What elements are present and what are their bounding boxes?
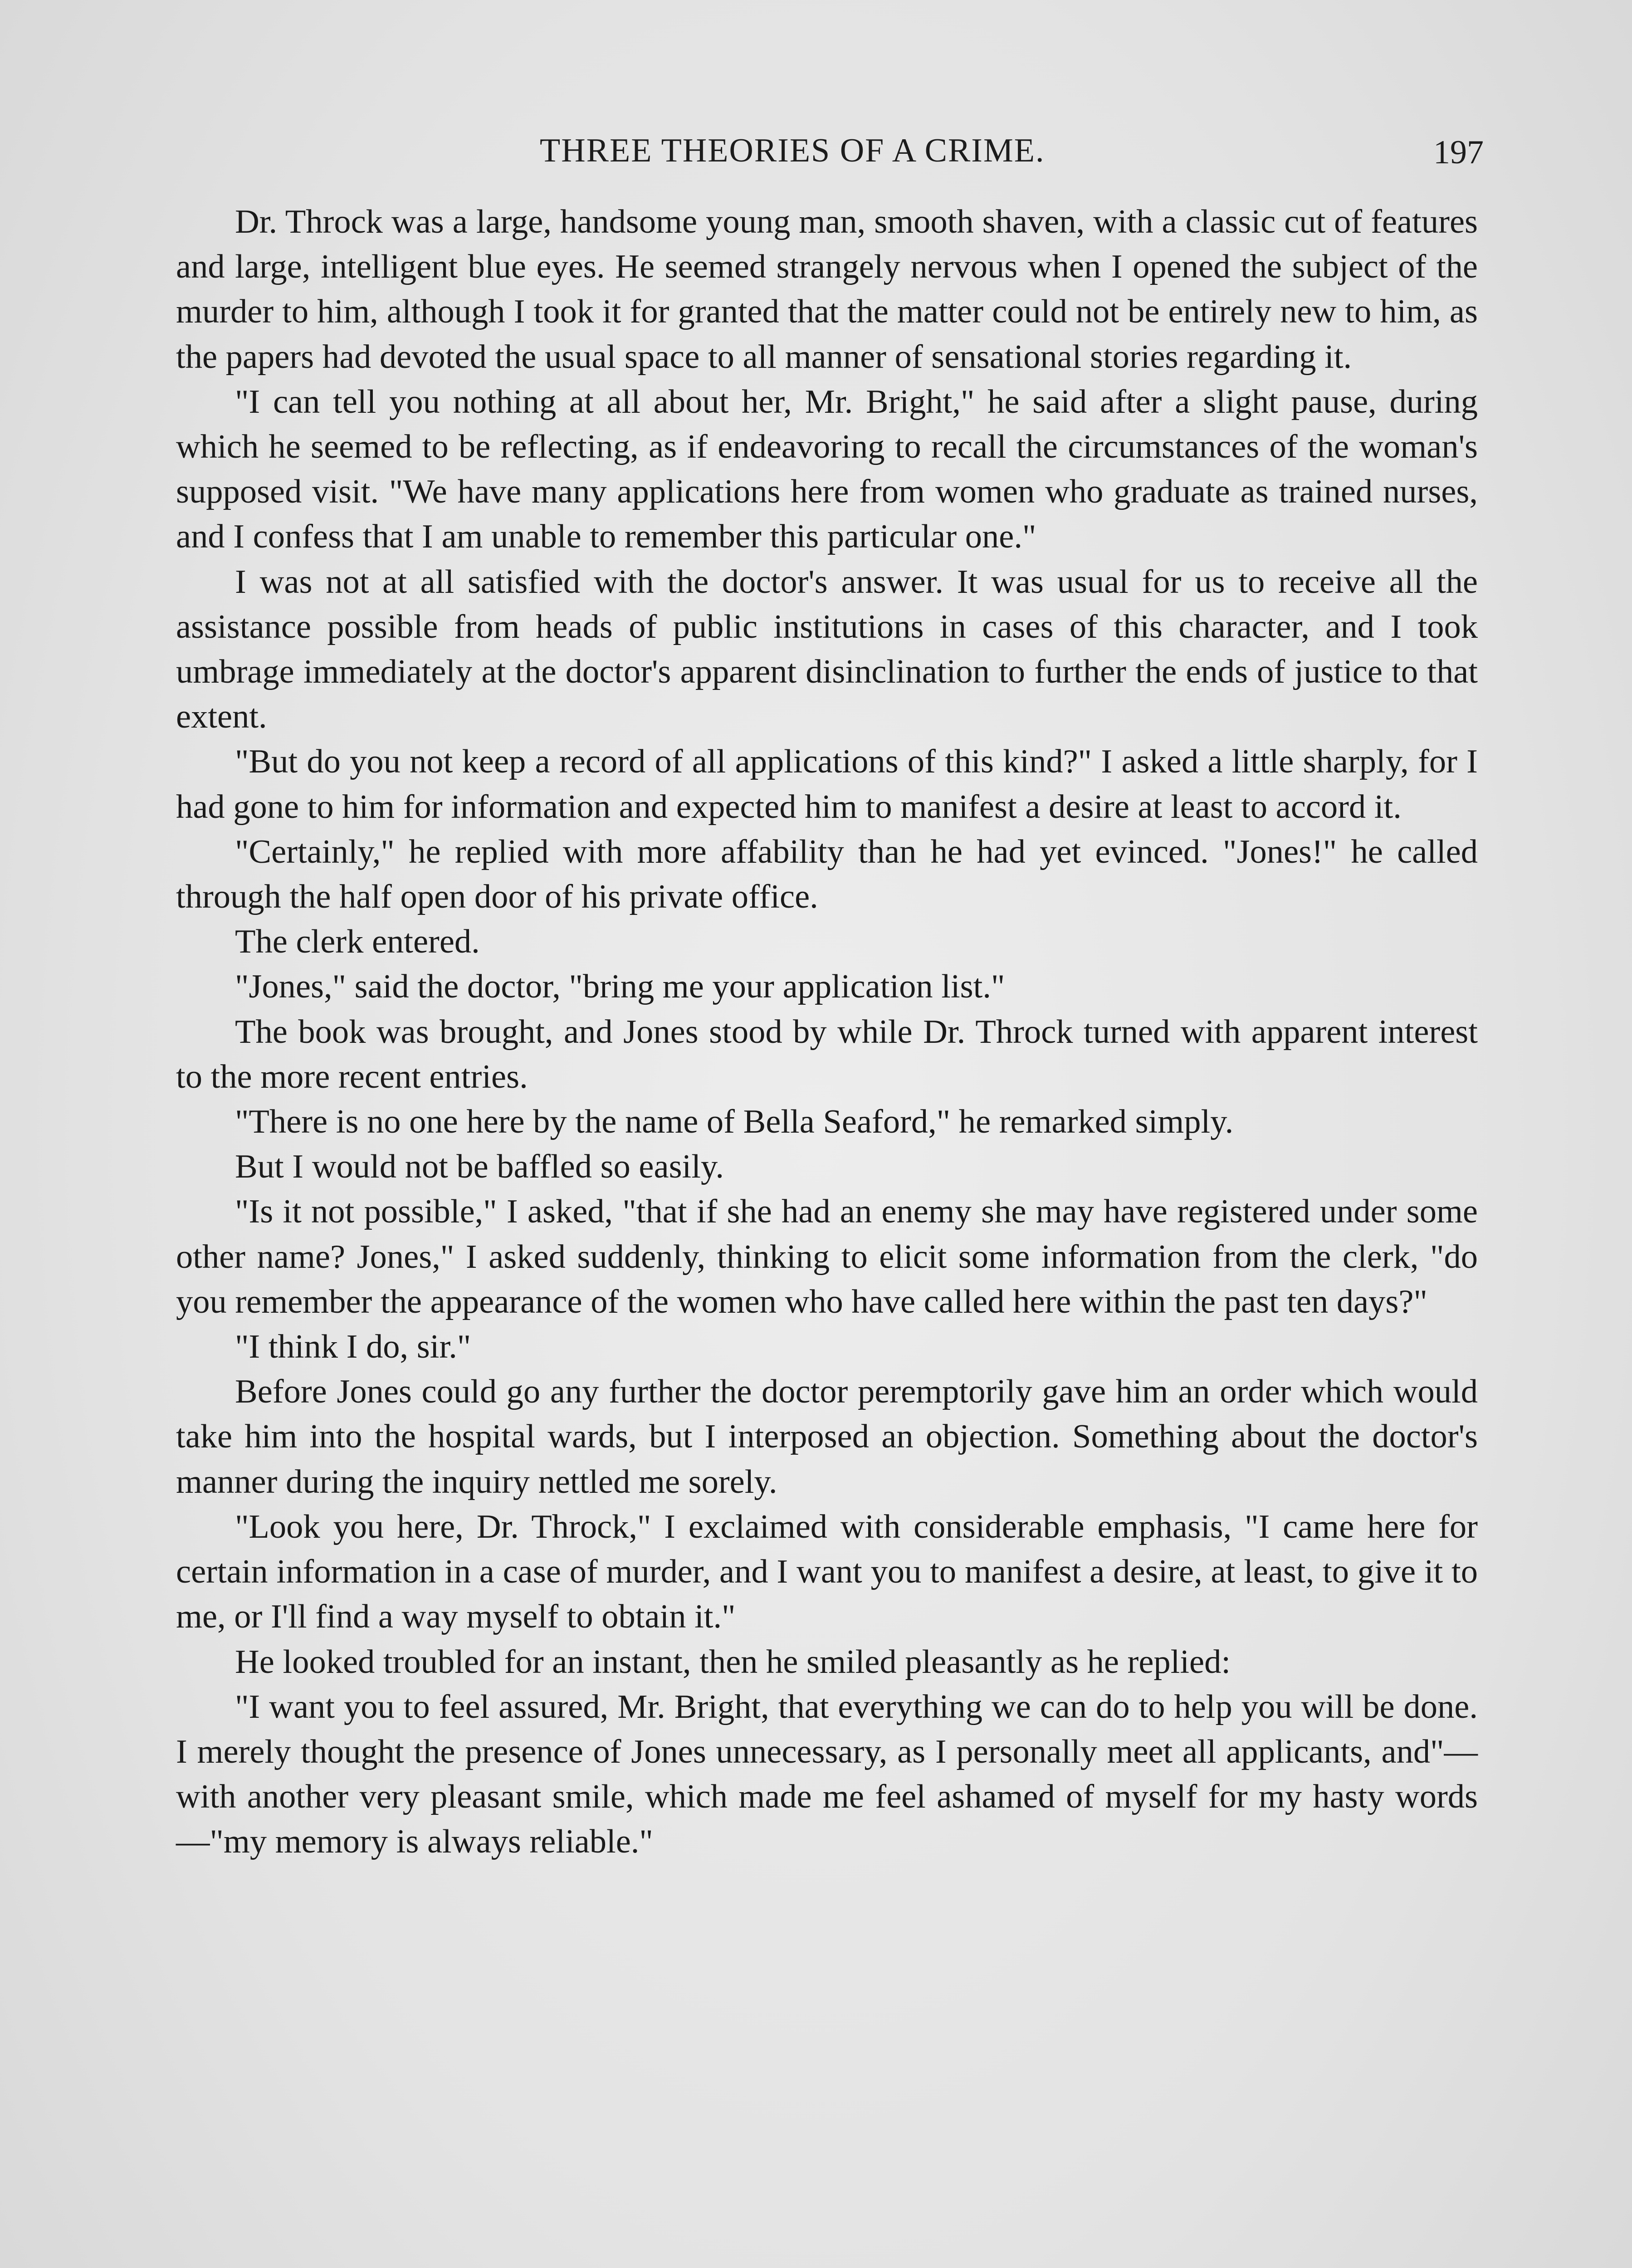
- paragraph: The clerk entered.: [235, 923, 480, 961]
- paragraph: "I think I do, sir.": [235, 1328, 471, 1366]
- paragraph: Dr. Throck was a large, handsome young man, smooth shaven, with a classic cut of features and large, intelligent blue eyes. He seemed strangely nervous when I opened the subject of the murder to him, although I took it for granted that the matter could not be entirely new to him, as the papers had devoted the usual space to all manner of sensational stories regarding it.: [176, 203, 1478, 376]
- paragraph: "Is it not possible," I asked, "that if she had an enemy she may have registered under some other name? Jones," I asked suddenly, thinking to elicit some information from the clerk, "do you remember the appearance of the women who have called here within the past ten days?": [176, 1193, 1478, 1320]
- paragraph: "Jones," said the doctor, "bring me your application list.": [235, 968, 1005, 1006]
- paragraph: The book was brought, and Jones stood by while Dr. Throck turned with apparent interest to the more recent entries.: [176, 1013, 1478, 1095]
- paragraph: "Look you here, Dr. Throck," I exclaimed with considerable emphasis, "I came here for certain information in a case of murder, and I want you to manifest a desire, at least, to give it to me, or I'll find a way myself to obtain it.": [176, 1508, 1478, 1636]
- paragraph: "There is no one here by the name of Bella Seaford," he remarked simply.: [235, 1103, 1234, 1141]
- paragraph: "But do you not keep a record of all applications of this kind?" I asked a little sharply, for I had gone to him for information and expected him to manifest a desire at least to accord it.: [176, 743, 1478, 826]
- paragraph: Before Jones could go any further the doctor peremptorily gave him an order which would take him into the hospital wards, but I interposed an objection. Something about the doctor's manner during the inquiry nettled me sorely.: [176, 1373, 1478, 1501]
- running-title: THREE THEORIES OF A CRIME.: [540, 132, 1045, 169]
- paragraph: But I would not be baffled so easily.: [235, 1148, 724, 1186]
- paragraph: "I want you to feel assured, Mr. Bright, that everything we can do to help you will be done. I merely thought the presence of Jones unnecessary, as I personally meet all applicants, and"—with another very pleasant smile, which made me feel ashamed of myself for my hasty words—"my memory is always reliable.": [176, 1688, 1478, 1861]
- paragraph: I was not at all satisfied with the doctor's answer. It was usual for us to receive all the assistance possible from heads of public institutions in cases of this character, and I took umbrage immediately at the doctor's apparent disinclination to further the ends of justice to that extent.: [176, 563, 1478, 736]
- paragraph: "Certainly," he replied with more affability than he had yet evinced. "Jones!" he called through the half open door of his private office.: [176, 833, 1478, 916]
- paragraph: "I can tell you nothing at all about her, Mr. Bright," he said after a slight pause, during which he seemed to be reflecting, as if endeavoring to recall the circumstances of the woman's supposed visit. "We have many applications here from women who graduate as trained nurses, and I confess that I am unable to remember this particular one.": [176, 383, 1478, 556]
- body-text: [176, 200, 1478, 1865]
- page-header: [0, 132, 1632, 186]
- page-number: 197: [1433, 134, 1484, 171]
- paragraph: He looked troubled for an instant, then he smiled pleasantly as he replied:: [235, 1643, 1231, 1681]
